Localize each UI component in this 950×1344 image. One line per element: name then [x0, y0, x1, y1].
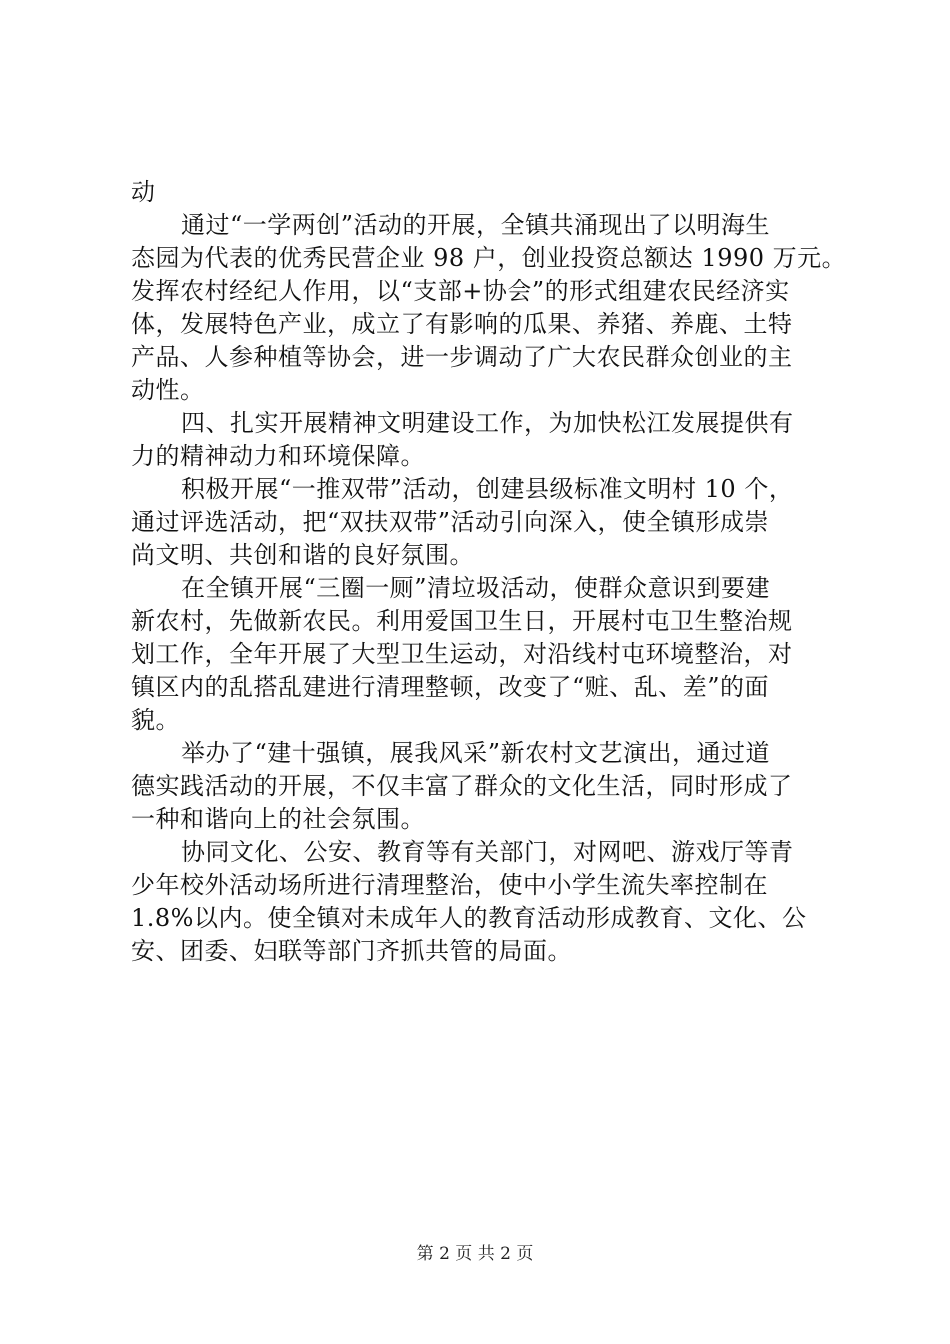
text-line: 态园为代表的优秀民营企业 98 户，创业投资总额达 1990 万元。: [131, 244, 847, 272]
text-line: 1.8%以内。使全镇对未成年人的教育活动形成教育、文化、公: [131, 904, 807, 932]
text-line: 貌。: [131, 706, 180, 734]
text-line: 在全镇开展“三圈一厕”清垃圾活动，使群众意识到要建: [181, 574, 771, 602]
text-line: 安、团委、妇联等部门齐抓共管的局面。: [131, 937, 572, 965]
section-heading: 力的精神动力和环境保障。: [131, 442, 425, 470]
text-line: 动: [131, 178, 156, 206]
text-line: 德实践活动的开展，不仅丰富了群众的文化生活，同时形成了: [131, 772, 793, 800]
text-line: 发挥农村经纪人作用，以“支部+协会”的形式组建农民经济实: [131, 277, 790, 305]
text-line: 少年校外活动场所进行清理整治，使中小学生流失率控制在: [131, 871, 768, 899]
text-line: 体，发展特色产业，成立了有影响的瓜果、养猪、养鹿、土特: [131, 310, 793, 338]
text-line: 尚文明、共创和谐的良好氛围。: [131, 541, 474, 569]
text-line: 动性。: [131, 376, 205, 404]
text-line: 协同文化、公安、教育等有关部门，对网吧、游戏厅等青: [181, 838, 794, 866]
section-heading: 四、扎实开展精神文明建设工作，为加快松江发展提供有: [181, 409, 794, 437]
page-number-footer: 第 2 页 共 2 页: [416, 1244, 534, 1264]
text-line: 新农村，先做新农民。利用爱国卫生日，开展村屯卫生整治规: [131, 607, 793, 635]
text-line: 举办了“建十强镇，展我风采”新农村文艺演出，通过道: [181, 739, 771, 767]
text-line: 镇区内的乱搭乱建进行清理整顿，改变了“赃、乱、差”的面: [131, 673, 770, 701]
text-line: 通过“一学两创”活动的开展，全镇共涌现出了以明海生: [181, 211, 771, 239]
text-line: 一种和谐向上的社会氛围。: [131, 805, 425, 833]
text-line: 划工作，全年开展了大型卫生运动，对沿线村屯环境整治，对: [131, 640, 793, 668]
text-line: 产品、人参种植等协会，进一步调动了广大农民群众创业的主: [131, 343, 793, 371]
text-line: 积极开展“一推双带”活动，创建县级标准文明村 10 个，: [181, 475, 794, 503]
text-line: 通过评选活动，把“双扶双带”活动引向深入，使全镇形成崇: [131, 508, 770, 536]
